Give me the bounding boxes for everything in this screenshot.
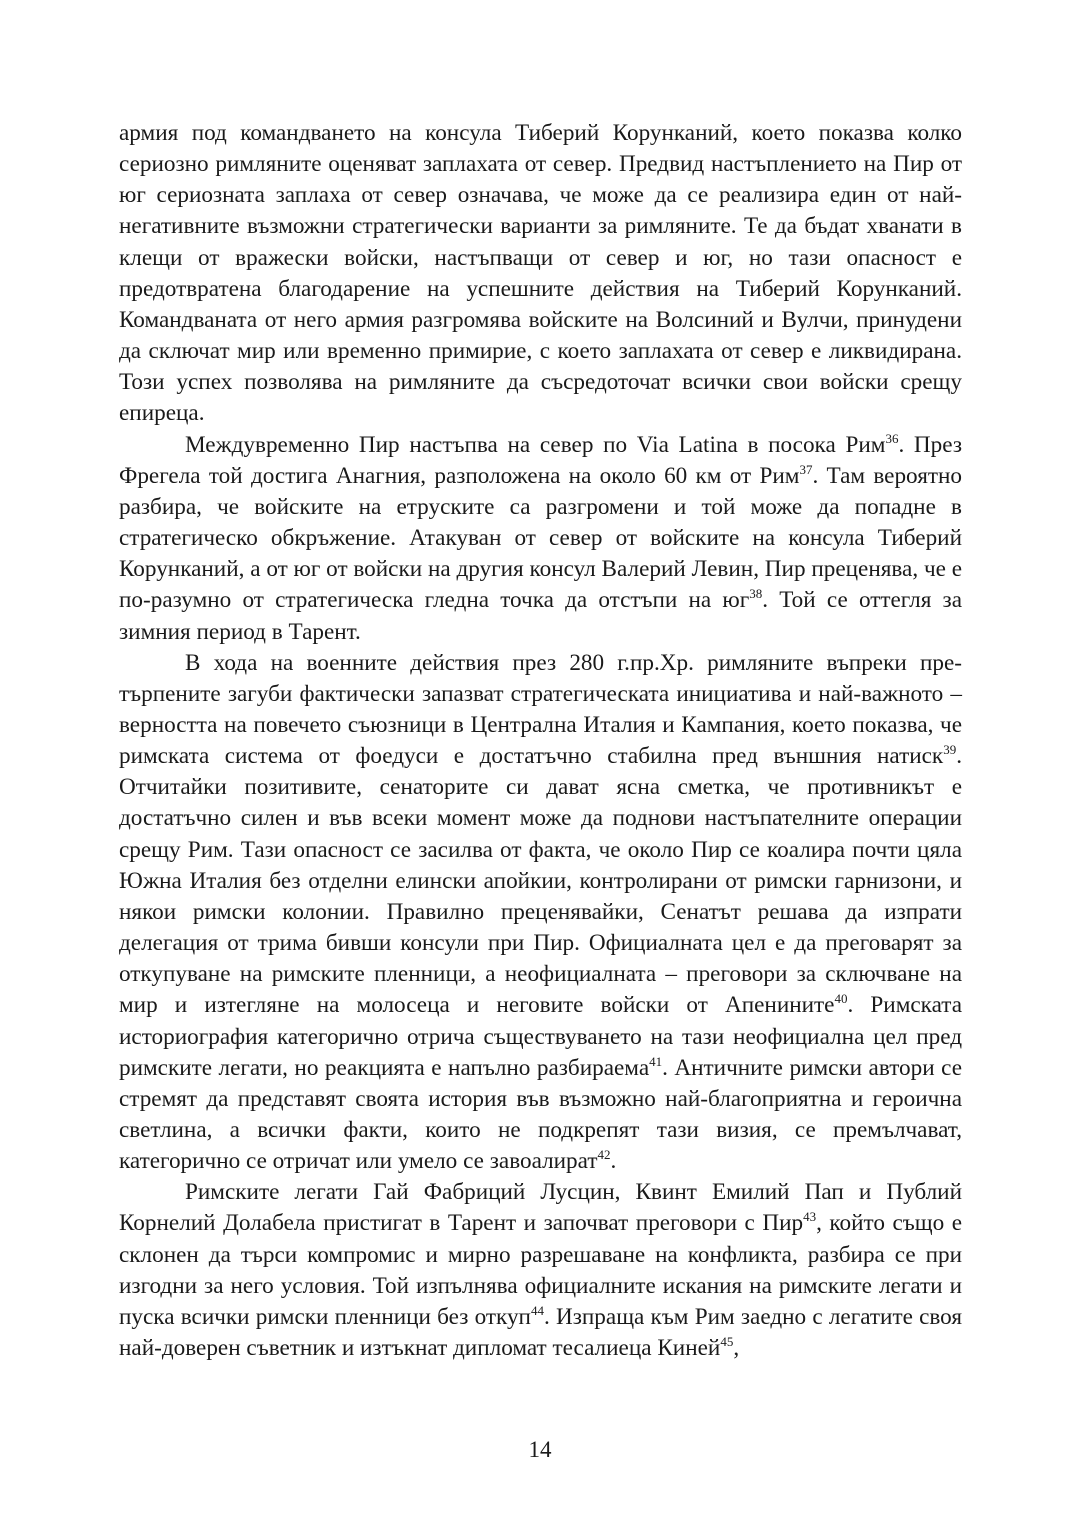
- paragraph-4: [119, 1177, 962, 1364]
- footnote-ref: 43: [803, 1209, 817, 1225]
- footnote-ref: 38: [749, 586, 763, 602]
- paragraph-text: . Той се оттегля за зимния период в Тарент.: [119, 587, 963, 645]
- paragraph-text: . Отчитайки позитивите, сенаторите си дават ясна сметка, че противникът е достатъчно силен и във всеки момент може да поднови настъпателните операции срещу Рим. Тази опасност се засилва от факта, че около Пир се коалира почти цяла Южна Италия без отделни елински апойкии, контролирани от римски гарнизони, и някои римски колонии. Правилно преценявайки, Сенатът решава да изпрати делегация от трима бивши консули при Пир. Официалната цел е да преговарят за откупуване на римските пленници, а неофициалната – преговори за сключване на мир и изтегляне на молосеца и неговите войски от Апенините: [119, 743, 962, 1019]
- paragraph-text: Междувременно Пир настъпва на север по Via Latina в посока Рим: [185, 431, 886, 458]
- paragraph-text: В хода на военните действия през 280 г.пр.Хр. римляните въпреки претърпените загуби фактически запазват стратегическата инициатива и най-важното – верността на повечето съюзници в Централна Италия и Кампания, което показва, че римската система от фоедуси е достатъчно стабилна пред външния натиск: [119, 649, 962, 770]
- footnote-ref: 40: [834, 991, 848, 1007]
- footnote-ref: 41: [649, 1053, 663, 1069]
- footnote-ref: 44: [530, 1302, 544, 1318]
- footnote-ref: 42: [597, 1147, 611, 1163]
- footnote-ref: 37: [799, 461, 813, 477]
- paragraph-text: ,: [733, 1335, 740, 1362]
- paragraph-text: . Изпраща към Рим заедно с легатите своя най-доверен съветник и изтъкнат дипломат тесалиеца Киней: [119, 1303, 962, 1362]
- page-body: [119, 118, 962, 1364]
- footnote-ref: 39: [943, 742, 957, 758]
- paragraph-text: . Античните римски автори се стремят да представят своята история във възможно най-благоприятна и героична светлина, а всички факти, които не подкрепят тази визия, се премълчават, категорично се отричат или умело се завоалират: [119, 1054, 962, 1175]
- paragraph-text: . Римската историография категорично отрича съществуването на тази неофициална цел пред римските легати, но реакцията е напълно разбираема: [119, 992, 962, 1081]
- paragraph-3: [119, 648, 962, 1178]
- footnote-ref: 45: [720, 1334, 734, 1350]
- paragraph-text: .: [610, 1148, 617, 1175]
- paragraph-1: [119, 118, 962, 430]
- paragraph-text: Римските легати Гай Фабриций Лусцин, Квинт Емилий Пап и Публий Корнелий Долабела пристигат в Тарент и започват преговори с Пир: [119, 1179, 962, 1237]
- page-number: 14: [528, 1437, 552, 1462]
- paragraph-text: . Там вероятно разбира, че войските на етруските са разгромени и той може да попадне в стратегическо обкръжение. Атакуван от север от войските на консула Тиберий Корунканий, а от юг от войски на другия консул Валерий Левин, Пир преценява, че е по-разумно от стратегическа гледна точка да отстъпи на юг: [119, 462, 962, 614]
- paragraph-2: [119, 430, 962, 648]
- paragraph-text: , който също е склонен да търси компромис и мирно разрешаване на конфликта, разбира се при изгодни за него условия. Той изпълнява официалните искания на римските легати и пуска всички римски пленници без откуп: [119, 1210, 962, 1330]
- paragraph-text: . През Фрегела той достига Анагния, разположена на около 60 км от Рим: [119, 431, 962, 489]
- footnote-ref: 36: [885, 430, 899, 446]
- paragraph-text: армия под командването на консула Тиберий Корунканий, което показва колко сериозно римляните оценяват заплахата от север. Предвид настъплението на Пир от юг сериозната заплаха от север означава, че може да се реализира един от най-негативните възможни стратегически варианти за римляните. Те да бъдат хванати в клещи от вражески войски, настъпващи от север и юг, но тази опасност е предотвратена благодарение на успешните действия на Тиберий Корунканий. Командваната от него армия разгромява войските на Волсиний и Вулчи, принудени да сключат мир или временно примирие, с което заплахата от север е ликвидирана. Този успех позволява на римляните да съсредоточат всички свои войски срещу епиреца.: [119, 120, 962, 427]
